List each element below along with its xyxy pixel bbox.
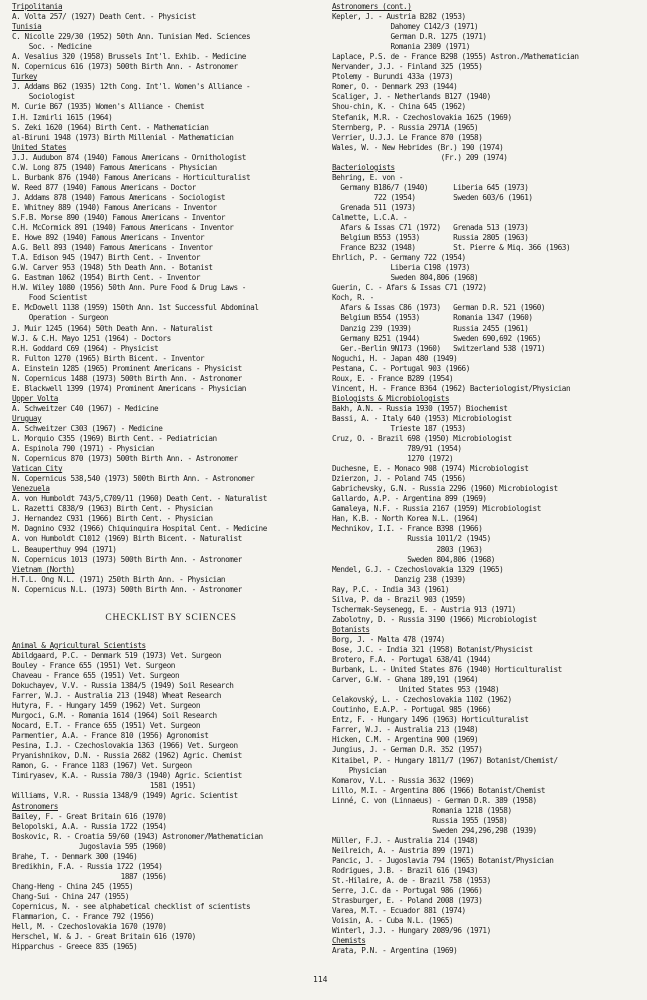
- entry-line: Brahe, T. - Denmark 300 (1946): [12, 851, 138, 861]
- entry-line: R.H. Goddard C69 (1964) - Physicist: [12, 343, 159, 353]
- entry-line: N. Copernicus N.L. (1973) 500th Birth Ann. - Astronomer: [12, 584, 242, 594]
- entry-line: M. Curie B67 (1935) Women's Alliance - Chemist: [12, 102, 205, 112]
- entry-line: Mendel, G.J. - Czechoslovakia 1329 (1965): [332, 564, 504, 574]
- entry-line: E. Blackwell 1399 (1974) Prominent Americans - Physician: [12, 383, 246, 393]
- entry-line: Belgium B554 (1953) Romania 1347 (1960): [332, 313, 533, 323]
- entry-line: Pancic, J. - Jugoslavia 794 (1965) Botanist/Physician: [332, 855, 554, 865]
- entry-line: Linné, C. von (Linnaeus) - German D.R. 389 (1958): [332, 795, 537, 805]
- section-heading: United States: [12, 142, 67, 152]
- entry-line: Cruz, O. - Brazil 698 (1950) Microbiologist: [332, 434, 512, 444]
- entry-line: J. Addams 878 (1940) Famous Americans - Sociologist: [12, 192, 226, 202]
- entry-line: A. Vesalius 320 (1958) Brussels Int'l. Exhib. - Medicine: [12, 52, 246, 62]
- entry-line: Calmette, L.C.A. -: [332, 212, 408, 222]
- entry-line: Sociologist: [12, 92, 75, 102]
- entry-line: 2803 (1963): [332, 544, 483, 554]
- entry-line: W.J. & C.H. Mayo 1251 (1964) - Doctors: [12, 333, 171, 343]
- entry-line: Liberia C198 (1973): [332, 263, 470, 273]
- entry-line: Dokuchayev, V.V. - Russia 1384/5 (1949) Soil Research: [12, 680, 234, 690]
- entry-line: Sweden 294,296,298 (1939): [332, 825, 537, 835]
- entry-line: Hell, M. - Czechoslovakia 1670 (1970): [12, 922, 167, 932]
- entry-line: Brotero, F.A. - Portugal 638/41 (1944): [332, 655, 491, 665]
- entry-line: Flammarion, C. - France 792 (1956): [12, 912, 155, 922]
- entry-line: E. Whitney 889 (1940) Famous Americans - Inventor: [12, 202, 217, 212]
- entry-line: Silva, P. da - Brazil 903 (1959): [332, 594, 466, 604]
- entry-line: R. Fulton 1270 (1965) Birth Bicent. - Inventor: [12, 353, 205, 363]
- entry-line: Farrer, W.J. - Australia 213 (1948): [332, 725, 479, 735]
- entry-line: Bose, J.C. - India 321 (1958) Botanist/Physicist: [332, 645, 533, 654]
- entry-line: (Fr.) 209 (1974): [332, 152, 508, 162]
- entry-line: France B232 (1948) St. Pierre & Miq. 366 (1963): [332, 243, 571, 253]
- entry-line: Dahomey C142/3 (1971): [332, 22, 479, 32]
- entry-line: Duchesne, E. - Monaco 908 (1974) Microbiologist: [332, 464, 529, 474]
- entry-line: Romania 2309 (1971): [332, 42, 470, 52]
- entry-line: Borg, J. - Malta 478 (1974): [332, 634, 445, 644]
- entry-line: L. Beauperthuy 994 (1971): [12, 544, 117, 554]
- entry-line: Abildgaard, P.C. - Denmark 519 (1973) Vet. Surgeon: [12, 650, 221, 660]
- entry-line: Zabolotny, D. - Russia 3190 (1966) Microbiologist: [332, 614, 537, 624]
- entry-line: I.H. Izmirli 1615 (1964): [12, 112, 113, 122]
- entry-line: Pestana, C. - Portugal 903 (1966): [332, 363, 470, 373]
- entry-line: Romer, O. - Denmark 293 (1944): [332, 82, 458, 92]
- entry-line: Winterl, J.J. - Hungary 2089/96 (1971): [332, 926, 491, 936]
- page-number: 114: [313, 975, 328, 984]
- entry-line: Parmentier, A.A. - France 810 (1956) Agronomist: [12, 731, 209, 741]
- section-heading: Astronomers: [12, 801, 58, 811]
- entry-line: Nocard, E.T. - France 655 (1951) Vet. Surgeon: [12, 721, 201, 731]
- entry-line: Carver, G.W. - Ghana 189,191 (1964): [332, 675, 479, 685]
- entry-line: Roux, E. - France B289 (1954): [332, 373, 454, 383]
- section-heading: Astronomers (cont.): [332, 2, 412, 11]
- entry-line: Gallardo, A.P. - Argentina 899 (1969): [332, 494, 487, 504]
- section-heading: Tunisia: [12, 22, 42, 32]
- entry-line: United States 953 (1948): [332, 685, 500, 695]
- entry-line: Coutinho, E.A.P. - Portugal 985 (1966): [332, 705, 491, 715]
- entry-line: N. Copernicus 538,540 (1973) 500th Birth Ann. - Astronomer: [12, 474, 255, 484]
- entry-line: Scaliger, J. - Netherlands B127 (1940): [332, 92, 491, 102]
- entry-line: T.A. Edison 945 (1947) Birth Cent. - Inventor: [12, 253, 201, 263]
- entry-line: Koch, R. -: [332, 293, 374, 303]
- entry-line: Ehrlich, P. - Germany 722 (1954): [332, 253, 466, 263]
- entry-line: Arata, P.N. - Argentina (1969): [332, 946, 458, 956]
- entry-line: Herschel, W. & J. - Great Britain 616 (1970): [12, 932, 196, 942]
- entry-line: Pesina, I.J. - Czechoslovakia 1363 (1966) Vet. Surgeon: [12, 741, 238, 751]
- entry-line: Bouley - France 655 (1951) Vet. Surgeon: [12, 660, 175, 670]
- entry-line: J. Hernandez C931 (1966) Birth Cent. - Physician: [12, 514, 213, 524]
- entry-line: Williams, V.R. - Russia 1348/9 (1949) Agric. Scientist: [12, 791, 238, 801]
- section-heading: Animal & Agricultural Scientists: [12, 640, 146, 650]
- entry-line: H.T.L. Ong N.L. (1971) 250th Birth Ann. - Physician: [12, 574, 226, 584]
- entry-line: Germany B186/7 (1940) Liberia 645 (1973): [332, 182, 529, 192]
- left-column: [12, 2, 330, 952]
- section-heading: Turkey: [12, 72, 38, 82]
- entry-line: G. Eastman 1062 (1954) Birth Cent. - Inventor: [12, 273, 201, 283]
- entry-line: Varea, M.T. - Ecuador 881 (1974): [332, 906, 466, 916]
- section-heading: Vatican City: [12, 464, 63, 474]
- entry-line: Hipparchus - Greece 835 (1965): [12, 942, 138, 952]
- entry-line: L. Morquio C355 (1969) Birth Cent. - Pediatrician: [12, 434, 217, 444]
- entry-line: 1270 (1972): [332, 454, 454, 464]
- entry-line: Belopolski, A.A. - Russia 1722 (1954): [12, 821, 167, 831]
- entry-line: A. Schweitzer C303 (1967) - Medicine: [12, 423, 163, 433]
- entry-line: N. Copernicus 1013 (1973) 500th Birth Ann. - Astronomer: [12, 554, 242, 564]
- section-heading: Venezuela: [12, 484, 50, 494]
- entry-line: Grenada 511 (1973): [332, 202, 416, 212]
- entry-line: Verrier, U.J.J. Le France 870 (1958): [332, 132, 483, 142]
- entry-line: Hutyra, F. - Hungary 1459 (1962) Vet. Surgeon: [12, 701, 201, 711]
- section-heading: Uruguay: [12, 413, 42, 423]
- section-heading: Botanists: [332, 624, 370, 634]
- entry-line: Müller, F.J. - Australia 214 (1948): [332, 835, 479, 845]
- entry-line: Danzig 238 (1939): [332, 574, 466, 584]
- entry-line: Sweden 804,806 (1968): [332, 273, 479, 283]
- entry-line: Copernicus, N. - see alphabetical checklist of scientists: [12, 901, 251, 911]
- entry-line: J. Addams B62 (1935) 12th Cong. Int'l. Women's Alliance -: [12, 82, 251, 92]
- entry-line: Chang-Sui - China 247 (1955): [12, 891, 129, 901]
- entry-line: Kitaibel, P. - Hungary 1811/7 (1967) Botanist/Chemist/: [332, 755, 558, 765]
- section-heading: Biologists & Microbiologists: [332, 393, 449, 403]
- entry-line: Mechnikov, I.I. - France B398 (1966): [332, 524, 483, 534]
- entry-line: Ptolemy - Burundi 433a (1973): [332, 72, 454, 82]
- entry-line: 789/91 (1954): [332, 444, 462, 454]
- entry-line: Komarov, V.L. - Russia 3632 (1969): [332, 775, 475, 785]
- entry-line: Gamaleya, N.F. - Russia 2167 (1959) Microbiologist: [332, 504, 541, 514]
- entry-line: Noguchi, H. - Japan 480 (1949): [332, 353, 458, 363]
- entry-line: Afars & Issas C71 (1972) Grenada 513 (1973): [332, 223, 529, 233]
- entry-line: 722 (1954) Sweden 603/6 (1961): [332, 192, 533, 202]
- entry-line: Guerin, C. - Afars & Issas C71 (1972): [332, 283, 487, 293]
- entry-line: J.J. Audubon 874 (1940) Famous Americans - Ornithologist: [12, 152, 246, 162]
- entry-line: Wales, W. - New Hebrides (Br.) 190 (1974): [332, 142, 504, 152]
- entry-line: al-Biruni 1948 (1973) Birth Millenial - Mathematician: [12, 132, 234, 142]
- entry-line: Pryanishnikov, D.N. - Russia 2682 (1962) Agric. Chemist: [12, 751, 242, 761]
- entry-line: G.W. Carver 953 (1948) 5th Death Ann. - Botanist: [12, 263, 213, 273]
- entry-line: N. Copernicus 616 (1973) 500th Birth Ann. - Astronomer: [12, 62, 238, 72]
- entry-line: Ger.-Berlin 9N173 (1960) Switzerland 538 (1971): [332, 343, 546, 353]
- entry-line: J. Muir 1245 (1964) 50th Death Ann. - Naturalist: [12, 323, 213, 333]
- entry-line: W. Reed 877 (1940) Famous Americans - Doctor: [12, 182, 196, 192]
- entry-line: Behring, E. von -: [332, 172, 404, 182]
- entry-line: Boskovic, R. - Croatia 59/60 (1943) Astronomer/Mathematician: [12, 831, 263, 841]
- entry-line: Jugoslavia 595 (1960): [12, 841, 167, 851]
- section-title: CHECKLIST BY SCIENCES: [105, 612, 237, 623]
- entry-line: Stefanik, M.R. - Czechoslovakia 1625 (1969): [332, 112, 512, 122]
- entry-line: Farrer, W.J. - Australia 213 (1948) Wheat Research: [12, 691, 221, 700]
- entry-line: Ray, P.C. - India 343 (1961): [332, 584, 449, 594]
- entry-line: Trieste 187 (1953): [332, 423, 466, 433]
- entry-line: S.F.B. Morse 890 (1940) Famous Americans - Inventor: [12, 212, 226, 222]
- entry-line: Tschermak-Seysenegg, E. - Austria 913 (1971): [332, 604, 516, 614]
- entry-line: Chaveau - France 655 (1951) Vet. Surgeon: [12, 670, 180, 680]
- entry-line: Neilreich, A. - Austria 899 (1971): [332, 845, 475, 855]
- entry-line: Russia 1955 (1958): [332, 815, 508, 825]
- entry-line: Lillo, M.I. - Argentina 806 (1966) Botanist/Chemist: [332, 785, 546, 795]
- right-column: [332, 2, 640, 956]
- entry-line: St.-Hilaire, A. de - Brazil 758 (1953): [332, 876, 491, 886]
- entry-line: Sweden 804,806 (1968): [332, 554, 495, 564]
- entry-line: 1581 (1951): [12, 781, 196, 791]
- section-heading: Bacteriologists: [332, 162, 395, 172]
- entry-line: Nervander, J.J. - Finland 325 (1955): [332, 62, 483, 72]
- entry-line: Laplace, P.S. de - France B298 (1955) Astron./Mathematician: [332, 52, 579, 62]
- entry-line: H.W. Wiley 1080 (1956) 50th Ann. Pure Food & Drug Laws -: [12, 283, 246, 293]
- section-heading: Upper Volta: [12, 393, 58, 403]
- entry-line: Hicken, C.M. - Argentina 900 (1969): [332, 735, 479, 745]
- entry-line: Romania 1218 (1958): [332, 805, 512, 815]
- entry-line: C.W. Long 875 (1940) Famous Americans - Physician: [12, 162, 217, 172]
- entry-line: E. Howe 892 (1940) Famous Americans - Inventor: [12, 233, 205, 243]
- entry-line: E. McDowell 1138 (1959) 150th Ann. 1st Successful Abdominal: [12, 303, 259, 313]
- entry-line: Dzierzon, J. - Poland 745 (1956): [332, 474, 466, 484]
- entry-line: Bailey, F. - Great Britain 616 (1970): [12, 811, 167, 821]
- entry-line: Belgium B553 (1953) Russia 2805 (1963): [332, 233, 529, 243]
- entry-line: Burbank, L. - United States 876 (1940) Horticulturalist: [332, 665, 562, 675]
- entry-line: Han, K.B. - North Korea N.L. (1964): [332, 514, 479, 524]
- entry-line: A. von Humboldt 743/5,C709/11 (1960) Death Cent. - Naturalist: [12, 494, 267, 504]
- section-heading: Tripolitania: [12, 2, 63, 11]
- entry-line: Timiryasev, K.A. - Russia 780/3 (1940) Agric. Scientist: [12, 771, 242, 781]
- entry-line: N. Copernicus 1488 (1973) 500th Birth Ann. - Astronomer: [12, 373, 242, 383]
- entry-line: C.H. McCormick 891 (1940) Famous Americans - Inventor: [12, 223, 234, 233]
- entry-line: Bredikhin, F.A. - Russia 1722 (1954): [12, 861, 163, 871]
- entry-line: Gabrichevsky, G.N. - Russia 2296 (1960) Microbiologist: [332, 484, 558, 494]
- entry-line: Kepler, J. - Austria B282 (1953): [332, 12, 466, 22]
- entry-line: A. Espinola 790 (1971) - Physician: [12, 444, 155, 454]
- entry-line: Voisin, A. - Cuba N.L. (1965): [332, 916, 454, 926]
- entry-line: Bakh, A.N. - Russia 1930 (1957) Biochemist: [332, 403, 508, 413]
- section-heading: Chemists: [332, 936, 366, 946]
- entry-line: Germany B251 (1944) Sweden 690,692 (1965): [332, 333, 541, 343]
- entry-line: M. Dagnino C932 (1966) Chiquinquira Hospital Cent. - Medicine: [12, 524, 267, 534]
- entry-line: A. Schweitzer C40 (1967) - Medicine: [12, 403, 159, 413]
- entry-line: Operation - Surgeon: [12, 313, 109, 323]
- entry-line: Afars & Issas C86 (1973) German D.R. 521 (1960): [332, 303, 546, 313]
- entry-line: Serre, J.C. da - Portugal 986 (1966): [332, 886, 483, 896]
- entry-line: German D.R. 1275 (1971): [332, 32, 487, 42]
- entry-line: A. Einstein 1285 (1965) Prominent Americans - Physicist: [12, 363, 242, 373]
- entry-line: Rodrigues, J.B. - Brazil 616 (1943): [332, 866, 479, 876]
- entry-line: C. Nicolle 229/30 (1952) 50th Ann. Tunisian Med. Sciences: [12, 32, 251, 42]
- entry-line: 1887 (1956): [12, 871, 167, 881]
- entry-line: Chang-Heng - China 245 (1955): [12, 881, 134, 891]
- entry-line: Strasburger, E. - Poland 2008 (1973): [332, 896, 483, 906]
- entry-line: Murgoci, G.M. - Romania 1614 (1964) Soil Research: [12, 711, 217, 721]
- entry-line: S. Zeki 1620 (1964) Birth Cent. - Mathematician: [12, 122, 209, 132]
- entry-line: L. Burbank 876 (1940) Famous Americans - Horticulturalist: [12, 172, 251, 182]
- entry-line: Bassi, A. - Italy 640 (1953) Microbiologist: [332, 413, 512, 423]
- entry-line: A. Volta 257/ (1927) Death Cent. - Physicist: [12, 12, 196, 22]
- entry-line: Jungius, J. - German D.R. 352 (1957): [332, 745, 483, 755]
- entry-line: A. von Humboldt C1012 (1969) Birth Bicent. - Naturalist: [12, 534, 242, 544]
- entry-line: Food Scientist: [12, 293, 88, 303]
- entry-line: L. Razetti C838/9 (1963) Birth Cent. - Physician: [12, 504, 213, 514]
- entry-line: Ramon, G. - France 1183 (1967) Vet. Surgeon: [12, 761, 192, 771]
- entry-line: Russia 1011/2 (1945): [332, 534, 491, 544]
- entry-line: Soc. - Medicine: [12, 42, 92, 52]
- entry-line: N. Copernicus 870 (1973) 500th Birth Ann. - Astronomer: [12, 454, 238, 464]
- entry-line: Shou-chin, K. - China 645 (1962): [332, 102, 466, 112]
- entry-line: Entz, F. - Hungary 1496 (1963) Horticulturalist: [332, 715, 529, 725]
- entry-line: Danzig 239 (1939) Russia 2455 (1961): [332, 323, 529, 333]
- entry-line: Celakovský, L. - Czechoslovakia 1102 (1962): [332, 695, 512, 705]
- entry-line: Physician: [332, 765, 387, 775]
- section-heading: Vietnam (North): [12, 564, 75, 574]
- entry-line: Sternberg, P. - Russia 2971A (1965): [332, 122, 479, 132]
- entry-line: Vincent, H. - France B364 (1962) Bacteriologist/Physician: [332, 383, 571, 393]
- entry-line: A.G. Bell 893 (1940) Famous Americans - Inventor: [12, 243, 213, 253]
